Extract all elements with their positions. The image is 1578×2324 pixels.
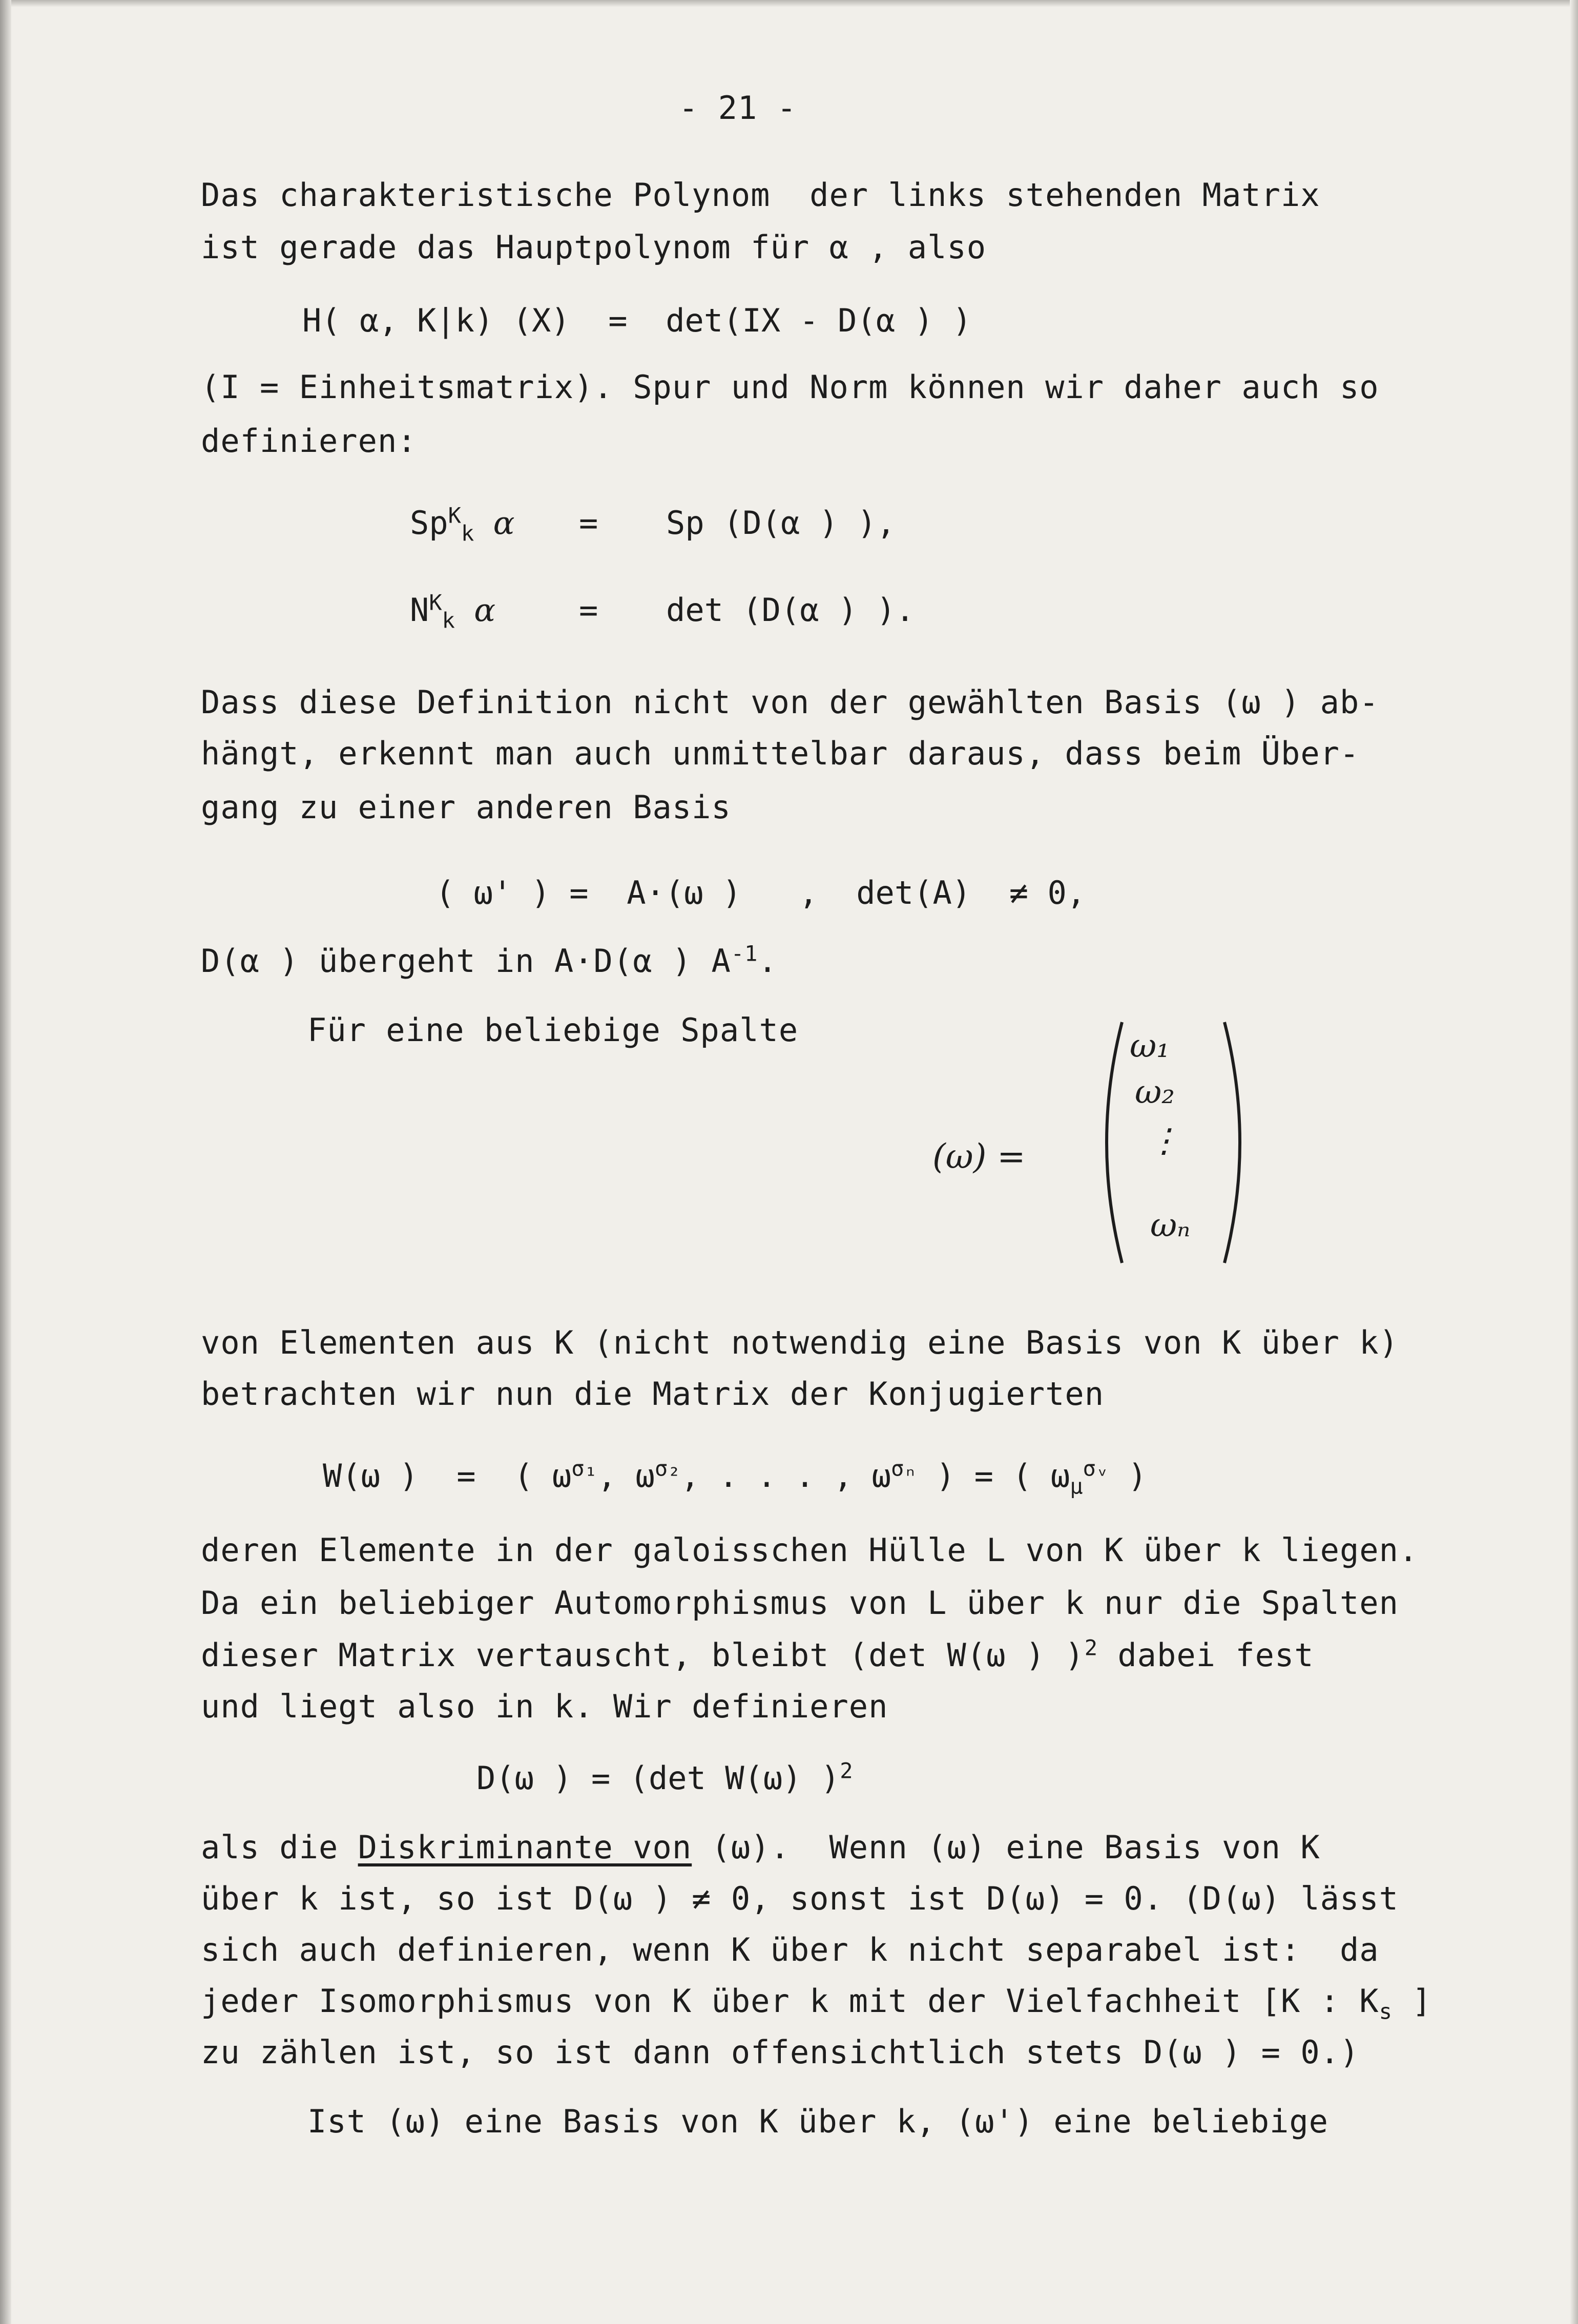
paragraph-7-line-1: deren Elemente in der galoisschen Hülle L von K über k liegen. — [201, 1531, 1419, 1569]
paragraph-3-line-2: hängt, erkennt man auch unmittelbar daraus, dass beim Über- — [201, 735, 1360, 772]
equation-spur-rhs: Sp (D(α ) ), — [666, 504, 896, 542]
paragraph-6-line-2: betrachten wir nun die Matrix der Konjugierten — [201, 1375, 1105, 1413]
scan-edge-top — [0, 0, 1578, 7]
equation-spur-equals: = — [579, 504, 598, 542]
paragraph-5: Für eine beliebige Spalte — [307, 1011, 799, 1049]
equation-norm-rhs: det (D(α ) ). — [666, 591, 915, 629]
paragraph-8-line-4: jeder Isomorphismus von K über k mit der Vielfachheit [K : $K_s$ ] — [201, 1982, 1432, 2024]
paragraph-8-line-2: über k ist, so ist D(ω ) ≠ 0, sonst ist D(ω) = 0. (D(ω) lässt — [201, 1880, 1399, 1917]
paragraph-3-line-1: Dass diese Definition nicht von der gewählten Basis (ω ) ab- — [201, 683, 1379, 721]
scan-edge-left — [0, 0, 11, 2324]
paragraph-9: Ist (ω) eine Basis von K über k, (ω') eine beliebige — [307, 2103, 1329, 2140]
paragraph-1-line-2: ist gerade das Hauptpolynom für α , also — [201, 229, 987, 266]
equation-hauptpolynom: H( α, K|k) (X) = det(IX - D(α ) ) — [302, 302, 972, 339]
paragraph-8-line-5: zu zählen ist, so ist dann offensichtlich stets D(ω ) = 0.) — [201, 2034, 1360, 2071]
column-vector-entry-2: ω₂ — [1135, 1073, 1175, 1111]
paragraph-2-line-2: definieren: — [201, 422, 417, 460]
paragraph-3-line-3: gang zu einer anderen Basis — [201, 789, 731, 826]
page-number: - 21 - — [679, 89, 797, 127]
paragraph-8-line-3: sich auch definieren, wenn K über k nicht separabel ist: da — [201, 1931, 1379, 1968]
paragraph-7-line-4: und liegt also in k. Wir definieren — [201, 1688, 888, 1725]
paragraph-6-line-1: von Elementen aus K (nicht notwendig eine Basis von K über k) — [201, 1324, 1399, 1361]
column-vector-lhs: (ω) = — [932, 1137, 1026, 1176]
equation-basis-change: ( ω' ) = A·(ω ) , det(A) ≠ 0, — [435, 874, 1086, 911]
paragraph-7-line-2: Da ein beliebiger Automorphismus von L über k nur die Spalten — [201, 1584, 1399, 1622]
equation-norm-lhs: $N^K_k$ α — [410, 590, 496, 633]
column-vector-entry-n: ωₙ — [1150, 1207, 1191, 1244]
paragraph-4: D(α ) übergeht in A·D(α ) $A^{-1}$. — [201, 941, 778, 980]
paragraph-2-line-1: (I = Einheitsmatrix). Spur und Norm können wir daher auch so — [201, 368, 1379, 406]
equation-discriminant: D(ω ) = (det W(ω) )$^2$ — [476, 1758, 853, 1797]
paragraph-8-line-1: als die Diskriminante von (ω). Wenn (ω) eine Basis von K — [201, 1829, 1320, 1866]
paragraph-1-line-1: Das charakteristische Polynom der links stehenden Matrix — [201, 176, 1320, 214]
paragraph-7-line-3: dieser Matrix vertauscht, bleibt (det W(ω ) )$^2$ dabei fest — [201, 1635, 1314, 1674]
scan-edge-right — [1570, 0, 1578, 2324]
column-vector-dots: ⋮ — [1148, 1122, 1180, 1160]
term-diskriminante: Diskriminante von — [358, 1829, 692, 1866]
equation-conjugates: W(ω ) = ( $\omega^{\sigma_1}$, $\omega^{\sigma_2}$, . . . , $\omega^{\sigma_n}$ ) = ( $\omega_\mu^{\sigma ᵥ}$ ) — [323, 1456, 1147, 1499]
equation-spur-lhs: $Sp^K_k$ α — [410, 503, 515, 546]
equation-norm-equals: = — [579, 591, 598, 629]
column-vector-entry-1: ω₁ — [1130, 1027, 1170, 1065]
